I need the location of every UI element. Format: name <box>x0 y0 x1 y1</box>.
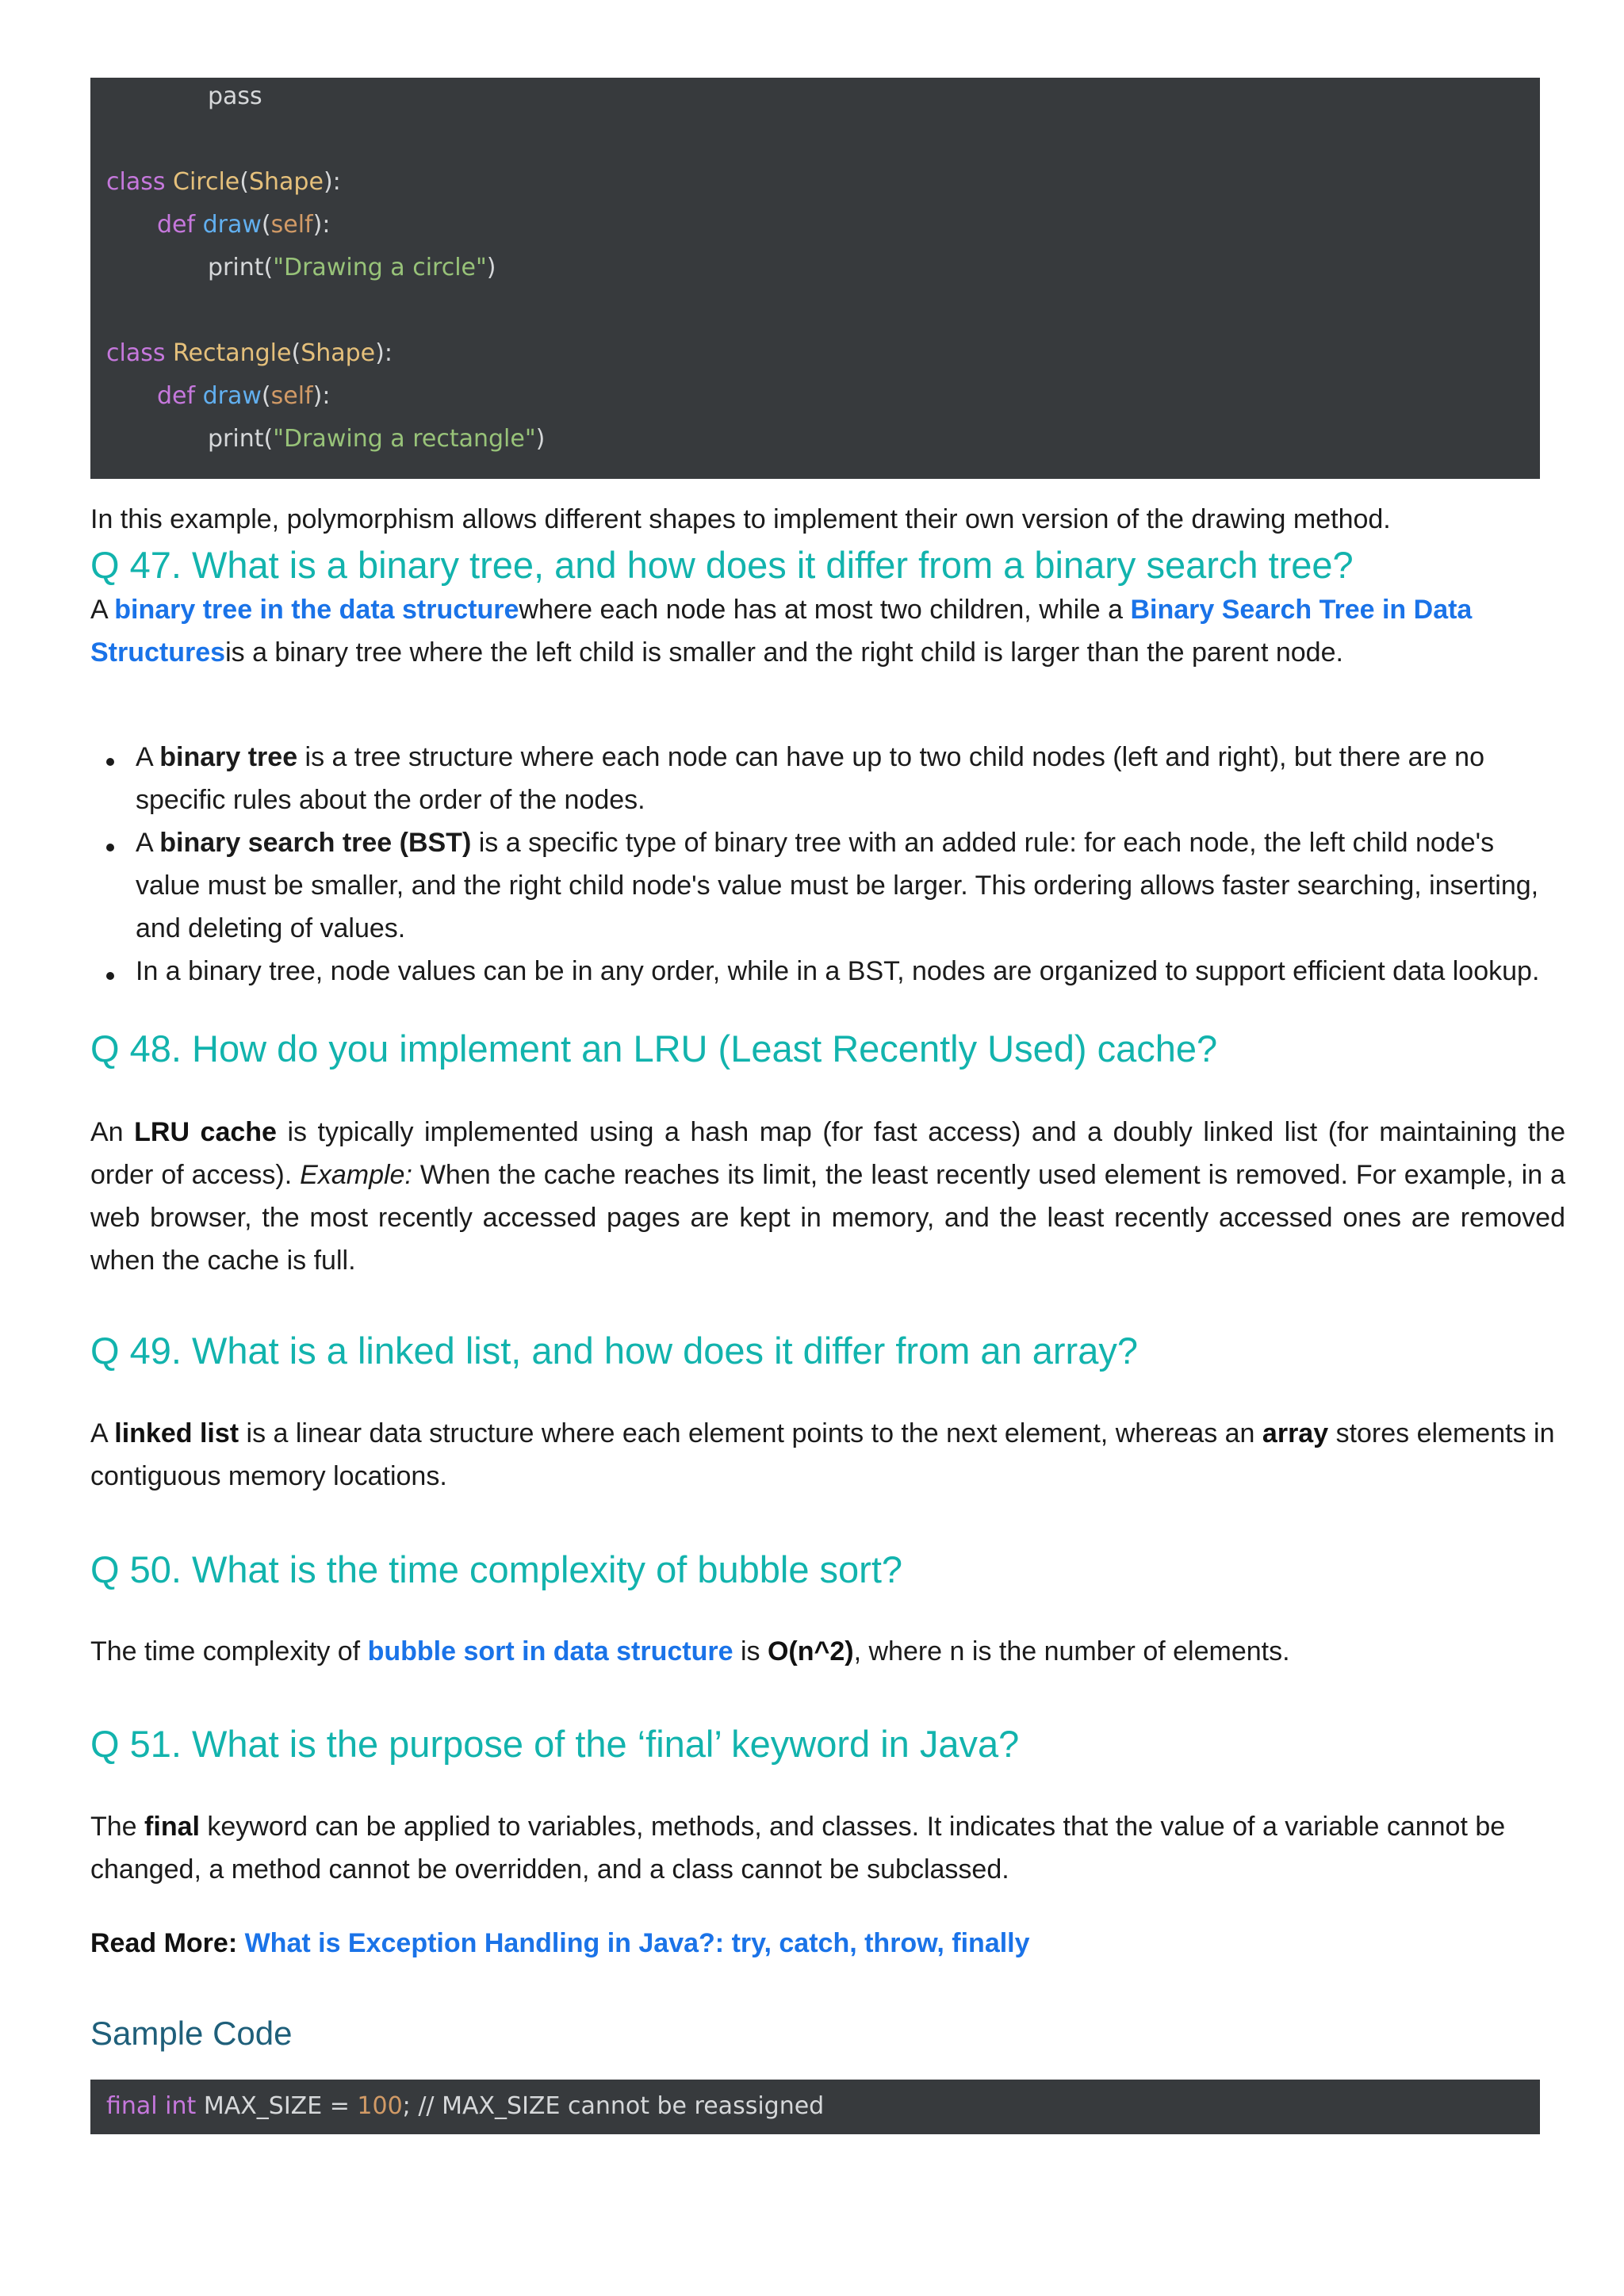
q47-heading: Q 47. What is a binary tree, and how does it differ from a binary search tree? <box>90 544 1354 586</box>
code-token: ): <box>312 211 331 239</box>
array-term: array <box>1262 1418 1329 1448</box>
code-block-final <box>90 2080 1540 2134</box>
code-token: ( <box>261 211 271 239</box>
code-line <box>106 338 393 369</box>
code-token: pass <box>208 82 262 110</box>
q48-heading: Q 48. How do you implement an LRU (Least Recently Used) cache? <box>90 1027 1218 1070</box>
code-token: draw <box>202 211 262 239</box>
q47-paragraph: A binary tree in the data structurewhere each node has at most two children, while a Binary Search Tree in Data Structuresis a binary tree where the left child is smaller and the right child is larger than the parent node. <box>90 595 1473 668</box>
bullet-term: binary search tree (BST) <box>159 828 472 858</box>
code-token: draw <box>202 382 262 410</box>
q51-paragraph: The final keyword can be applied to variables, methods, and classes. It indicates that the value of a variable cannot be changed, a method cannot be overridden, and a class cannot be subclassed. <box>90 1812 1506 1885</box>
q49-heading: Q 49. What is a linked list, and how does it differ from an array? <box>90 1330 1138 1372</box>
code-token: ; // MAX_SIZE cannot be reassigned <box>402 2092 825 2120</box>
bst-link[interactable]: Binary Search Tree in Data Structures <box>90 595 1473 668</box>
q50-paragraph: The time complexity of bubble sort in data structure is O(n^2), where n is the number of elements. <box>90 1636 1290 1667</box>
code-token: int <box>165 2092 204 2120</box>
q48-paragraph: An LRU cache is typically implemented using a hash map (for fast access) and a doubly linked list (for maintaining the order of access). Example: When the cache reaches its limit, the least recently used element is removed. For example, in a web browser, the most recently accessed pages are kept in memory, and the least recently accessed ones are removed when the cache is full. <box>90 1117 1566 1276</box>
code-token: ): <box>323 168 341 196</box>
code-token: ) <box>535 425 546 453</box>
code-token: ): <box>312 382 331 410</box>
code-token: def <box>157 211 203 239</box>
bullet-dot-icon <box>106 972 114 980</box>
complexity-value: O(n^2) <box>767 1636 854 1667</box>
read-more <box>90 1922 1565 1965</box>
code-token: ( <box>261 382 271 410</box>
code-line <box>106 2091 824 2122</box>
code-token: Shape <box>301 339 376 367</box>
bullet-dot-icon <box>106 844 114 851</box>
intro-text: In this example, polymorphism allows different shapes to implement their own version of the drawing method. <box>90 504 1391 534</box>
code-token: Circle <box>173 168 240 196</box>
code-token: class <box>106 339 174 367</box>
exception-handling-link[interactable]: What is Exception Handling in Java?: try, catch, throw, finally <box>244 1928 1030 1958</box>
code-token: def <box>157 382 203 410</box>
code-token: ( <box>239 168 249 196</box>
code-token: self <box>270 382 313 410</box>
code-token: ): <box>375 339 393 367</box>
final-keyword-term: final <box>144 1812 200 1842</box>
code-token: print( <box>208 425 274 453</box>
code-line <box>208 81 262 113</box>
code-line <box>106 166 341 198</box>
code-token: Shape <box>248 168 324 196</box>
linked-list-term: linked list <box>114 1418 239 1448</box>
code-token: ( <box>291 339 301 367</box>
code-token: ) <box>486 254 496 281</box>
code-block-polymorphism <box>90 78 1540 479</box>
code-token: final <box>106 2092 166 2120</box>
code-token: 100 <box>357 2092 403 2120</box>
code-token: class <box>106 168 174 196</box>
intro-paragraph <box>90 498 1565 541</box>
lru-cache-term: LRU cache <box>134 1117 277 1147</box>
example-label: Example: <box>300 1160 412 1190</box>
code-token: Rectangle <box>173 339 292 367</box>
bubble-sort-link[interactable]: bubble sort in data structure <box>367 1636 733 1667</box>
code-line <box>157 381 330 412</box>
bullet-item: A binary search tree (BST) is a specific type of binary tree with an added rule: for each node, the left child node's value must be smaller, and the right child node's value must be larger. This ordering allows faster searching, inserting, and deleting of values. <box>90 821 1565 950</box>
code-line <box>208 252 496 284</box>
q51-heading: Q 51. What is the purpose of the ‘final’ keyword in Java? <box>90 1723 1020 1765</box>
code-token: "Drawing a circle" <box>273 254 487 281</box>
code-token: self <box>270 211 313 239</box>
code-token: print( <box>208 254 274 281</box>
bullet-dot-icon <box>106 758 114 766</box>
q47-bullet-list <box>90 736 1565 993</box>
code-line <box>157 209 330 241</box>
q50-heading: Q 50. What is the time complexity of bubble sort? <box>90 1548 903 1590</box>
q49-paragraph: A linked list is a linear data structure where each element points to the next element, whereas an array stores elements in contiguous memory locations. <box>90 1418 1555 1491</box>
code-token: "Drawing a rectangle" <box>273 425 536 453</box>
sample-code-heading: Sample Code <box>90 2015 293 2052</box>
binary-tree-link[interactable]: binary tree in the data structure <box>114 595 519 625</box>
code-line <box>208 423 545 455</box>
read-more-label: Read More: <box>90 1928 245 1958</box>
bullet-term: binary tree <box>159 742 298 772</box>
bullet-item: A binary tree is a tree structure where each node can have up to two child nodes (left and right), but there are no specific rules about the order of the nodes. <box>90 736 1565 821</box>
code-token: MAX_SIZE = <box>203 2092 358 2120</box>
bullet-item: In a binary tree, node values can be in any order, while in a BST, nodes are organized to support efficient data lookup. <box>90 950 1565 993</box>
